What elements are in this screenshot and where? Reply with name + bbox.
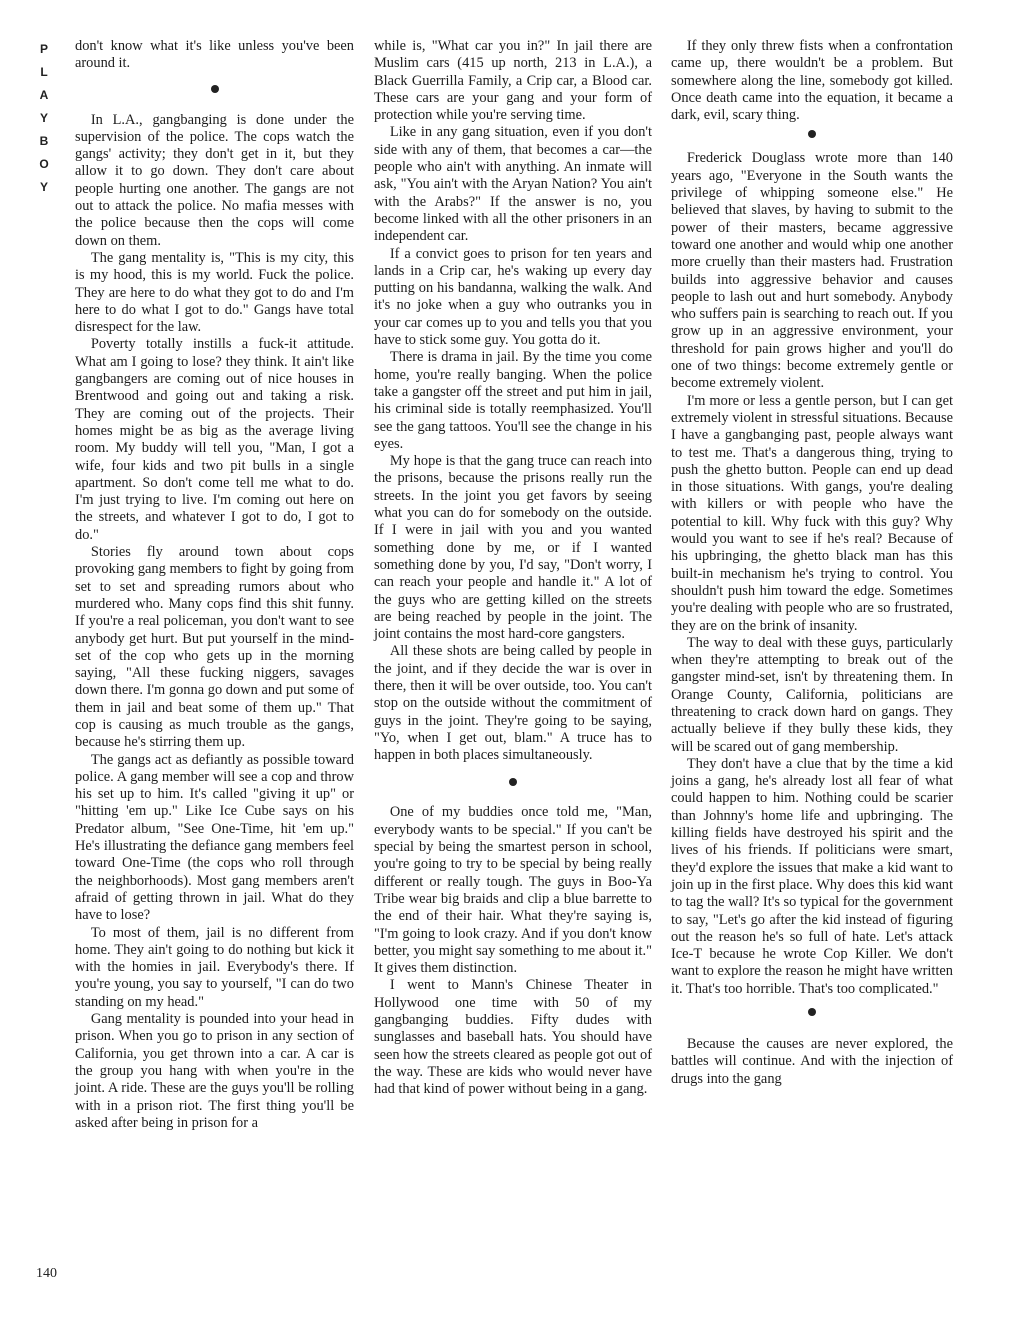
paragraph: The gangs act as defiantly as possible toward police. A gang member will see a cop and throw his set up to him. It's called "giving it up" or "hitting 'em up." Like Ice Cube says on his Predator album, "See One-Time, hit 'em up." He's illustrating the defiance gang members feel toward One-Time (the cops who roll through the neighborhoods). Most gang members aren't afraid of getting thrown in jail. What do they have to lose? [75,751,354,924]
paragraph: Because the causes are never explored, the battles will continue. And with the injection of drugs into the gang [671,1036,953,1087]
magazine-name-vertical [33,38,55,199]
magazine-letter: O [39,157,49,171]
paragraph: The way to deal with these guys, particularly when they're attempting to break out of the gangster mind-set, isn't by threatening them. In Orange County, California, politicians are threatening to crack down hard on gangs. They actually believe if they bully these kids, they will be scared out of gang membership. [671,634,953,755]
paragraph: They don't have a clue that by the time a kid joins a gang, he's already lost all fear of what could happen to him. Nothing could be scarier than Johnny's home life and upbringing. The killing fields have destroyed his spirit and the lives of his friends. If politicians were smart, they'd explore the issues that make a kid want to join up in the first place. Why does this kid want to tag the wall? It's so typical for the government to say, "Let's go after the kid instead of figuring out the reason he's so full of hate. Let's attack Ice-T because he wrote Cop Killer. We don't want to explore the reason he might have written it. That's too horrible. That's too complicated." [671,755,953,997]
paragraph: Like in any gang situation, even if you don't side with any of them, that becomes a car—the people who ain't with anything. An inmate will ask, "You ain't with the Aryan Nation? You ain't with the Arabs?" If the answer is no, you become linked with all the other prisoners in an independent car. [374,124,652,245]
paragraph: If they only threw fists when a confrontation came up, there wouldn't be a problem. But somewhere along the line, somebody got killed. Once death came into the equation, it became a dark, evil, scary thing. [671,38,953,124]
paragraph: Gang mentality is pounded into your head in prison. When you go to prison in any section of California, you get thrown into a car. A car is the group you hang with when you're in the joint. A ride. These are the guys you'll be rolling with in a prison riot. The first thing you'll be asked after being in prison for a [75,1011,354,1131]
paragraph: To most of them, jail is no different from home. They ain't going to do nothing but kick it with the homies in jail. Everybody's there. If you're young, you say to yourself, "I can do two standing on my head." [75,924,354,1010]
paragraph: I'm more or less a gentle person, but I can get extremely violent in stressful situations. Because I have a gangbanging past, people always want to test me. That's a dangerous thing, trying to push the ghetto button. People can end up dead in those situations. With gangs, you're dealing with killers or with people who have the potential to kill. Why fuck with this guy? Why would you want to see if he's real? Because of his upbringing, the ghetto black man has this built-in mechanism he's trying to control. You shouldn't push him toward the edge. Sometimes you're dealing with people who are so frustrated, they are on the brink of insanity. [671,392,953,634]
magazine-letter: L [40,65,48,79]
text-column-3 [671,38,953,1088]
section-break-dot [808,130,816,138]
paragraph: If a convict goes to prison for ten years and lands in a Crip car, he's waking up every day putting on his bandanna, walking the walk. And it's no joke when a guy who outranks you in your car comes up to you and tells you that you have to stick some guy. You gotta do it. [374,245,652,349]
page-number: 140 [36,1266,57,1281]
paragraph: There is drama in jail. By the time you come home, you're really banging. When the police take a gangster off the street and put him in jail, his criminal side is totally reemphasized. You'll see the gang tattoos. You'll see the change in his eyes. [374,349,652,452]
paragraph: Stories fly around town about cops provoking gang members to fight by going from set to set and spreading rumors about who murdered who. Many cops find this shit funny. If you're a real policeman, you don't want to see anybody get hurt. But put yourself in the mind-set of the cop who gets up in the morning saying, "All these fucking niggers, savages down there. I'm gonna go down and put some of them in jail and beat some of them up." That cop is causing as much trouble as the gangs, because he's stirring them up. [75,544,354,751]
magazine-letter: B [39,134,49,148]
paragraph: don't know what it's like unless you've been around it. [75,38,354,72]
section-break-dot [509,778,517,786]
text-column-2 [374,38,652,1099]
paragraph: The gang mentality is, "This is my city, this is my hood, this is my world. Fuck the police. They are here to do what they got to do and I'm here to do what I got to do." Gangs have total disrespect for the law. [75,249,354,336]
paragraph: while is, "What car you in?" In jail there are Muslim cars (415 up north, 213 in L.A.), a Black Guerrilla Family, a Crip car, a Blood car. These cars are your gang and your form of protection while you're serving time. [374,38,652,124]
section-break-dot [211,85,219,93]
paragraph: One of my buddies once told me, "Man, everybody wants to be special." If you can't be special by being the smartest person in school, you're going to try to be special by being really different or really tough. The guys in Boo-Ya Tribe wear big braids and clip a blue barrette to the end of their hair. What they're saying is, "I'm going to look crazy. And if you don't know better, you might say something to me about it." It gives them distinction. [374,804,652,977]
paragraph: All these shots are being called by people in the joint, and if they decide the war is over in there, then it will be over outside, too. You can't stop on the outside without the commitment of guys in the joint. They're going to be saying, "Yo, when I get out, blam." A truce has to happen in both places simultaneously. [374,643,652,764]
magazine-letter: P [39,42,48,56]
text-column-1 [75,38,354,1132]
paragraph: In L.A., gangbanging is done under the supervision of the police. The cops watch the gangs' activity; they don't get in it, but they allow it to go down. They don't care about people hurting one another. The gangs are not out to attack the police. No mafia messes with the police because then the cops will come down on them. [75,111,354,249]
magazine-letter: Y [39,180,48,194]
paragraph: I went to Mann's Chinese Theater in Hollywood one time with 50 of my gangbanging buddies. Fifty dudes with sunglasses and baseball hats. You should have seen how the streets cleared as people got out of the way. These are kids who would never have had that kind of power without being in a gang. [374,977,652,1098]
section-break-dot [808,1008,816,1016]
magazine-letter: Y [39,111,48,125]
paragraph: Poverty totally instills a fuck-it attitude. What am I going to lose? they think. It ain't like gangbangers are coming out of nice houses in Brentwood and going out and taking a risk. They are coming out of the projects. Their homes might be as big as the average living room. My buddy will tell you, "Man, I got a wife, four kids and two pit bulls in a single apartment. So don't come tell me what to do. I'm just trying to live. I'm coming out here on the streets, and whatever I got to do, I got to do." [75,336,354,543]
magazine-letter: A [39,88,49,102]
paragraph: My hope is that the gang truce can reach into the prisons, because the prisons really run the streets. In the joint you get favors by seeing what you can do for somebody on the outside. If I were in jail with you and you wanted something done by me, or if I wanted something done by you, I'd say, "Don't worry, I can reach your people and handle it." A lot of the guys who are getting killed on the streets are being reached by people in the joint. The joint contains the most hard-core gangsters. [374,453,652,643]
paragraph: Frederick Douglass wrote more than 140 years ago, "Everyone in the South wants the privilege of whipping someone else." He believed that slaves, by having to submit to the power of their masters, became aggressive toward one another and would whip one another more cruelly than their masters had. Frustration builds into aggressive behavior and causes people to lash out and hurt somebody. Anybody who suffers pain is searching to reach out. If you grow up in an aggressive environment, your threshold for pain grows higher and you'll do one of two things: become extremely gentle or become extremely violent. [671,150,953,392]
